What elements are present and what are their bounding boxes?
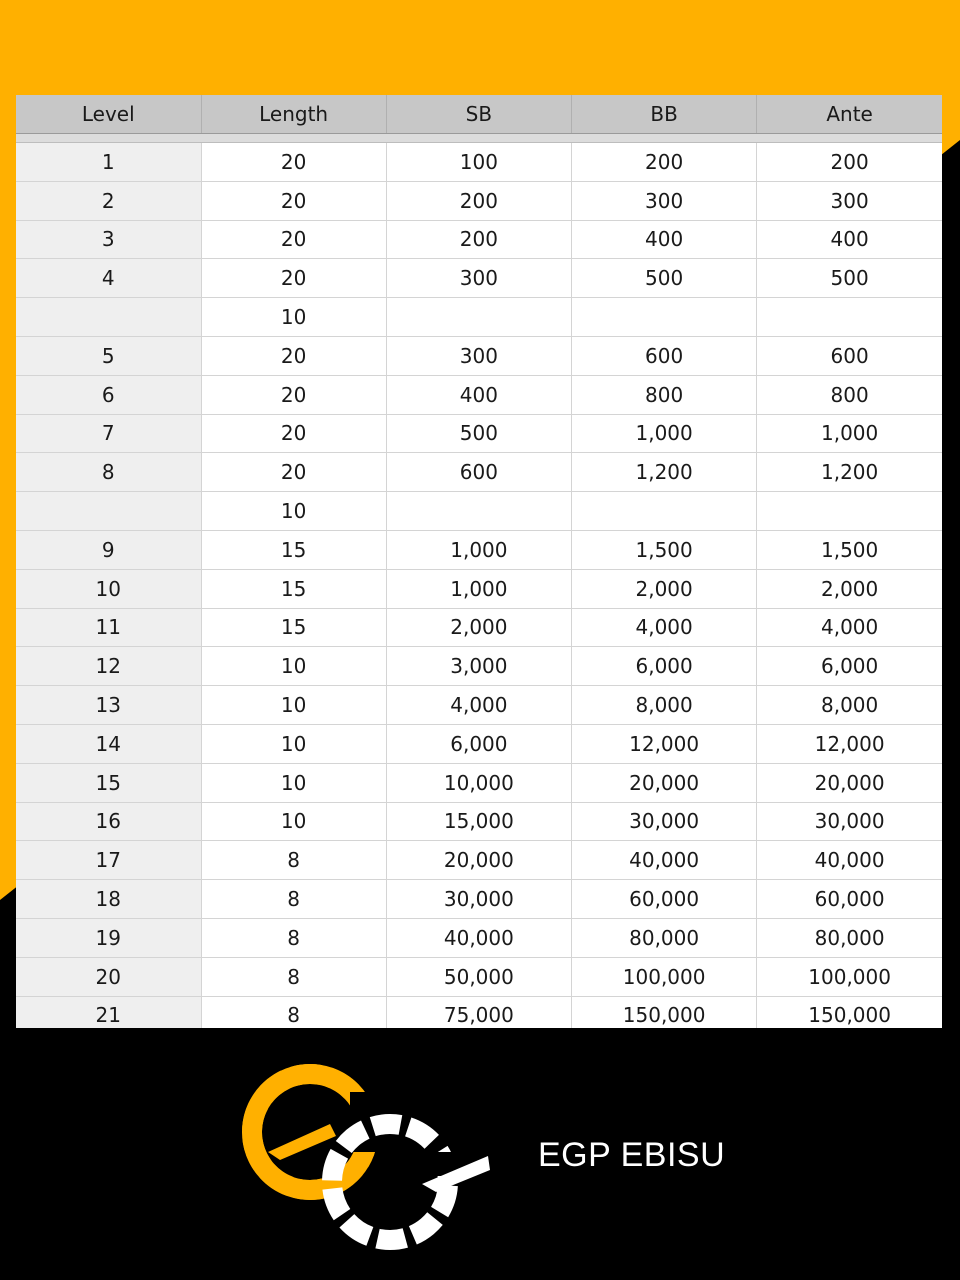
table-row	[16, 375, 942, 414]
cell-ante: 300	[757, 181, 942, 220]
cell-length: 8	[201, 880, 386, 919]
cell-length: 8	[201, 996, 386, 1028]
cell-level: 16	[16, 802, 201, 841]
cell-bb	[572, 492, 757, 531]
cell-length: 20	[201, 414, 386, 453]
table-row	[16, 841, 942, 880]
table-row	[16, 143, 942, 182]
cell-sb: 1,000	[386, 530, 571, 569]
cell-sb: 300	[386, 259, 571, 298]
cell-length: 10	[201, 298, 386, 337]
cell-level: 19	[16, 918, 201, 957]
cell-sb: 2,000	[386, 608, 571, 647]
cell-level: 14	[16, 724, 201, 763]
blind-structure-table	[16, 95, 942, 1028]
cell-length: 10	[201, 492, 386, 531]
cell-ante: 600	[757, 336, 942, 375]
cell-sb: 10,000	[386, 763, 571, 802]
cell-sb: 1,000	[386, 569, 571, 608]
blind-structure-sheet	[16, 95, 942, 1028]
cell-ante: 100,000	[757, 957, 942, 996]
cell-level: 6	[16, 375, 201, 414]
cell-level: 10	[16, 569, 201, 608]
header-length: Length	[201, 95, 386, 134]
table-row	[16, 220, 942, 259]
cell-bb: 150,000	[572, 996, 757, 1028]
header-ante: Ante	[757, 95, 942, 134]
cell-length: 8	[201, 957, 386, 996]
header-level: Level	[16, 95, 201, 134]
cell-ante: 800	[757, 375, 942, 414]
table-row	[16, 181, 942, 220]
cell-ante: 20,000	[757, 763, 942, 802]
cell-bb: 20,000	[572, 763, 757, 802]
table-row	[16, 763, 942, 802]
cell-length: 8	[201, 918, 386, 957]
cell-level: 4	[16, 259, 201, 298]
cell-level	[16, 298, 201, 337]
cell-bb: 80,000	[572, 918, 757, 957]
cell-length: 10	[201, 686, 386, 725]
cell-level: 8	[16, 453, 201, 492]
cell-level: 7	[16, 414, 201, 453]
cell-sb: 400	[386, 375, 571, 414]
cell-length: 20	[201, 453, 386, 492]
cell-bb: 800	[572, 375, 757, 414]
table-row	[16, 569, 942, 608]
table-row	[16, 724, 942, 763]
cell-level: 1	[16, 143, 201, 182]
cell-length: 8	[201, 841, 386, 880]
cell-ante: 12,000	[757, 724, 942, 763]
cell-bb: 4,000	[572, 608, 757, 647]
cell-length: 20	[201, 259, 386, 298]
cell-bb: 1,200	[572, 453, 757, 492]
cell-sb: 300	[386, 336, 571, 375]
table-row	[16, 647, 942, 686]
cell-bb: 300	[572, 181, 757, 220]
header-spacer	[16, 134, 942, 143]
cell-level: 20	[16, 957, 201, 996]
cell-level: 5	[16, 336, 201, 375]
cell-level	[16, 492, 201, 531]
cell-level: 12	[16, 647, 201, 686]
cell-length: 15	[201, 608, 386, 647]
cell-sb: 30,000	[386, 880, 571, 919]
cell-ante: 6,000	[757, 647, 942, 686]
cell-length: 10	[201, 763, 386, 802]
cell-level: 13	[16, 686, 201, 725]
cell-bb: 40,000	[572, 841, 757, 880]
cell-bb: 1,000	[572, 414, 757, 453]
cell-sb: 3,000	[386, 647, 571, 686]
cell-length: 10	[201, 802, 386, 841]
cell-length: 10	[201, 724, 386, 763]
table-row	[16, 336, 942, 375]
cell-ante: 500	[757, 259, 942, 298]
table-row	[16, 802, 942, 841]
table-row	[16, 298, 942, 337]
table-row	[16, 918, 942, 957]
cell-length: 20	[201, 375, 386, 414]
cell-level: 11	[16, 608, 201, 647]
header-row	[16, 95, 942, 134]
cell-length: 15	[201, 530, 386, 569]
cell-sb	[386, 492, 571, 531]
cell-sb: 75,000	[386, 996, 571, 1028]
cell-level: 2	[16, 181, 201, 220]
table-row	[16, 957, 942, 996]
cell-ante: 400	[757, 220, 942, 259]
cell-bb: 400	[572, 220, 757, 259]
cell-length: 20	[201, 220, 386, 259]
cell-level: 17	[16, 841, 201, 880]
cell-ante: 1,200	[757, 453, 942, 492]
cell-bb	[572, 298, 757, 337]
cell-ante: 1,000	[757, 414, 942, 453]
cell-level: 3	[16, 220, 201, 259]
cell-sb: 600	[386, 453, 571, 492]
cell-level: 21	[16, 996, 201, 1028]
cell-level: 9	[16, 530, 201, 569]
cell-sb: 15,000	[386, 802, 571, 841]
cell-ante: 8,000	[757, 686, 942, 725]
brand-logo	[240, 1052, 510, 1262]
cell-sb: 40,000	[386, 918, 571, 957]
cell-ante: 60,000	[757, 880, 942, 919]
header-sb: SB	[386, 95, 571, 134]
cell-sb: 20,000	[386, 841, 571, 880]
cell-ante: 30,000	[757, 802, 942, 841]
table-row	[16, 530, 942, 569]
cell-ante: 4,000	[757, 608, 942, 647]
table-row	[16, 453, 942, 492]
cell-bb: 6,000	[572, 647, 757, 686]
cell-length: 20	[201, 143, 386, 182]
table-row	[16, 608, 942, 647]
cell-bb: 100,000	[572, 957, 757, 996]
cell-sb: 500	[386, 414, 571, 453]
table-row	[16, 414, 942, 453]
cell-bb: 500	[572, 259, 757, 298]
cell-bb: 200	[572, 143, 757, 182]
cell-bb: 60,000	[572, 880, 757, 919]
cell-bb: 2,000	[572, 569, 757, 608]
cell-level: 15	[16, 763, 201, 802]
cell-ante	[757, 492, 942, 531]
cell-length: 20	[201, 181, 386, 220]
cell-bb: 600	[572, 336, 757, 375]
cell-sb: 50,000	[386, 957, 571, 996]
cell-level: 18	[16, 880, 201, 919]
cell-ante: 1,500	[757, 530, 942, 569]
table-row	[16, 996, 942, 1028]
cell-length: 10	[201, 647, 386, 686]
table-row	[16, 686, 942, 725]
cell-ante: 200	[757, 143, 942, 182]
cell-ante: 2,000	[757, 569, 942, 608]
brand-name: EGP EBISU	[538, 1136, 726, 1174]
table-row	[16, 492, 942, 531]
cell-bb: 12,000	[572, 724, 757, 763]
cell-length: 20	[201, 336, 386, 375]
cell-ante: 150,000	[757, 996, 942, 1028]
eg-logo-icon	[240, 1052, 510, 1262]
cell-ante: 40,000	[757, 841, 942, 880]
cell-bb: 1,500	[572, 530, 757, 569]
table-row	[16, 259, 942, 298]
cell-bb: 8,000	[572, 686, 757, 725]
cell-ante: 80,000	[757, 918, 942, 957]
cell-ante	[757, 298, 942, 337]
table-row	[16, 880, 942, 919]
cell-length: 15	[201, 569, 386, 608]
cell-sb: 4,000	[386, 686, 571, 725]
cell-sb: 200	[386, 181, 571, 220]
cell-sb	[386, 298, 571, 337]
header-bb: BB	[572, 95, 757, 134]
cell-sb: 200	[386, 220, 571, 259]
cell-sb: 100	[386, 143, 571, 182]
cell-bb: 30,000	[572, 802, 757, 841]
cell-sb: 6,000	[386, 724, 571, 763]
